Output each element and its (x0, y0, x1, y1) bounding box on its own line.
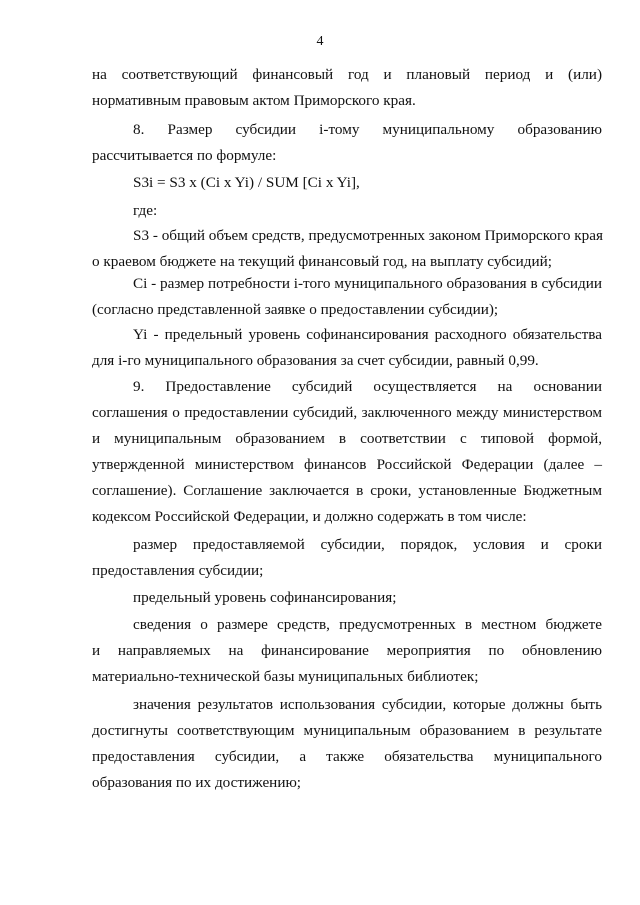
paragraph-9 (92, 374, 602, 530)
text-line: предоставления субсидии; (92, 562, 264, 579)
text-line: S3 - общий объем средств, предусмотренных законом Приморского края (133, 227, 603, 244)
subsidy-formula: S3i = S3 x (Ci x Yi) / SUM [Ci x Yi], (133, 174, 360, 191)
text-line: 9. Предоставление субсидий осуществляется на основании (133, 378, 602, 395)
text-line: кодексом Российской Федерации, и должно содержать в том числе: (92, 508, 527, 525)
text-line: 8. Размер субсидии i-тому муниципальному образованию (133, 121, 602, 138)
item-results (92, 692, 602, 796)
text-line: достигнуты соответствующим муниципальным образованием в результате (92, 722, 602, 739)
text-line: сведения о размере средств, предусмотренных в местном бюджете (133, 616, 602, 633)
paragraph-8 (92, 117, 602, 169)
text-line: утвержденной министерством финансов Российской Федерации (далее – (92, 456, 602, 473)
text-line: и направляемых на финансирование мероприятия по обновлению (92, 642, 602, 659)
text-line: предоставления субсидии, а также обязательства муниципального (92, 748, 602, 765)
text-line: о краевом бюджете на текущий финансовый год, на выплату субсидий; (92, 253, 552, 270)
text-line: соглашение). Соглашение заключается в сроки, установленные Бюджетным (92, 482, 602, 499)
where-label: где: (133, 202, 158, 219)
page-number: 4 (316, 34, 324, 49)
text-line: образования по их достижению; (92, 774, 302, 791)
item-cofinancing-level (92, 585, 602, 611)
text-line: нормативным правовым актом Приморского края. (92, 92, 416, 109)
intro-paragraph (92, 62, 602, 114)
text-line: материально-технической базы муниципальных библиотек; (92, 668, 479, 685)
definition-yi (92, 322, 602, 374)
definition-ci (92, 271, 602, 323)
text-line: значения результатов использования субсидии, которые должны быть (133, 696, 602, 713)
definition-s3 (92, 223, 602, 275)
text-line: рассчитывается по формуле: (92, 147, 277, 164)
text-line: предельный уровень софинансирования; (133, 589, 397, 606)
text-line: соглашения о предоставлении субсидий, заключенного между министерством (92, 404, 602, 421)
text-line: (согласно представленной заявке о предоставлении субсидии); (92, 301, 499, 318)
item-local-funds (92, 612, 602, 690)
text-line: на соответствующий финансовый год и плановый период и (или) (92, 66, 602, 83)
item-subsidy-size (92, 532, 602, 584)
text-line: Ci - размер потребности i-того муниципального образования в субсидии (133, 275, 602, 292)
text-line: размер предоставляемой субсидии, порядок, условия и сроки (133, 536, 602, 553)
text-line: Yi - предельный уровень софинансирования расходного обязательства (133, 326, 602, 343)
text-line: и муниципальным образованием в соответствии с типовой формой, (92, 430, 602, 447)
text-line: для i-го муниципального образования за счет субсидии, равный 0,99. (92, 352, 539, 369)
